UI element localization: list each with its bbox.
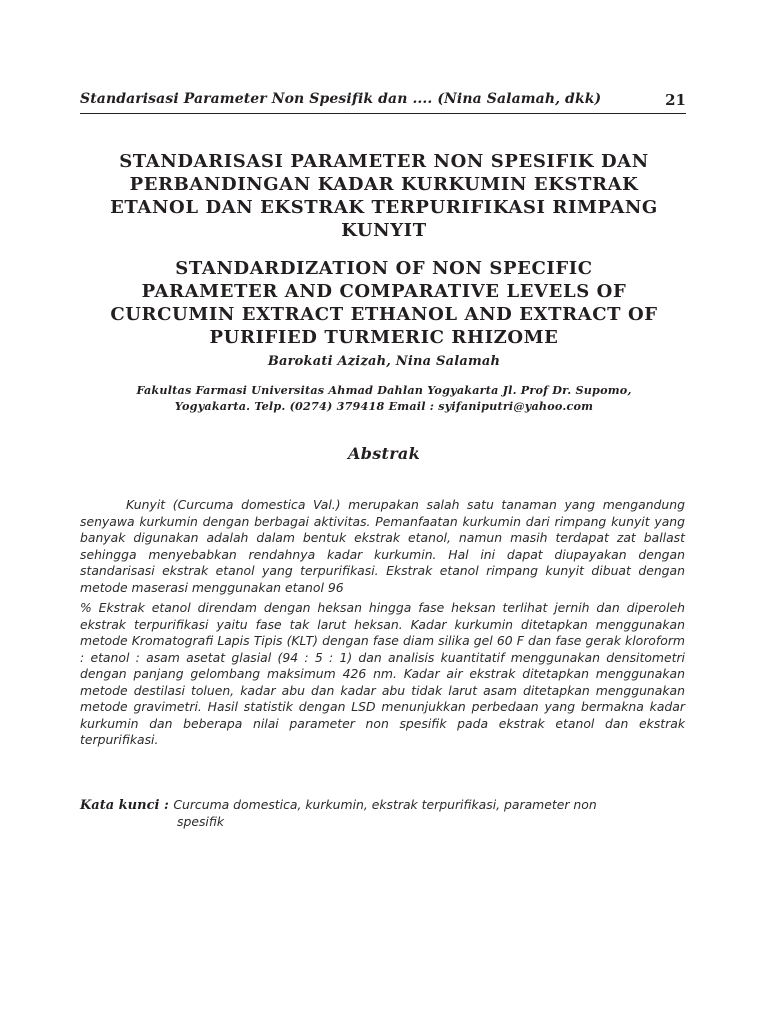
keywords-separator: : <box>159 798 174 813</box>
keywords-label: Kata kunci <box>80 798 160 813</box>
title-id-line: ETANOL DAN EKSTRAK TERPURIFIKASI RIMPANG <box>110 197 658 218</box>
running-header <box>80 91 686 111</box>
authors: Barokati Azizah, Nina Salamah <box>267 354 501 369</box>
abstract-paragraph: % Ekstrak etanol direndam dengan heksan hingga fase heksan terlihat jernih dan diperoleh ekstrak terpurifikasi yaitu fase tak larut heksan. Kadar kurkumin ditetapkan menggunakan metode Kromatografi Lapis Tipis (KLT) dengan fase diam silika gel 60 F dan fase gerak kloroform : etanol : asam asetat glasial (94 : 5 : 1) dan analisis kuantitatif menggunakan densitometri dengan panjang gelombang maksimum 426 nm. Kadar air ekstrak ditetapkan menggunakan metode destilasi toluen, kadar abu dan kadar abu tidak larut asam ditetapkan menggunakan metode gravimetri. Hasil statistik dengan LSD menunjukkan perbedaan yang bermakna kadar kurkumin dan beberapa nilai parameter non spesifik pada ekstrak etanol dan ekstrak terpurifikasi. <box>80 600 685 747</box>
affiliation-line: Fakultas Farmasi Universitas Ahmad Dahlan Yogyakarta Jl. Prof Dr. Supomo, <box>136 383 632 397</box>
page-number: 21 <box>665 91 686 109</box>
keywords-text-continued: spesifik <box>177 814 225 829</box>
title-en-line: CURCUMIN EXTRACT ETHANOL AND EXTRACT OF <box>110 304 658 325</box>
affiliation <box>80 382 688 414</box>
title-english <box>70 257 698 349</box>
keywords-text: Curcuma domestica, kurkumin, ekstrak terpurifikasi, parameter non <box>173 797 597 812</box>
running-title: Standarisasi Parameter Non Spesifik dan .... (Nina Salamah, dkk) <box>80 91 602 107</box>
abstract-heading: Abstrak <box>348 444 420 463</box>
title-en-line: PARAMETER AND COMPARATIVE LEVELS OF <box>141 281 627 302</box>
affiliation-line: Yogyakarta. Telp. (0274) 379418 Email : syifaniputri@yahoo.com <box>174 399 594 413</box>
keywords <box>80 797 685 830</box>
title-id-line: STANDARISASI PARAMETER NON SPESIFIK DAN <box>119 151 649 172</box>
abstract-paragraph: Kunyit (Curcuma domestica Val.) merupakan salah satu tanaman yang mengandung senyawa kurkumin dengan berbagai aktivitas. Pemanfaatan kurkumin dari rimpang kunyit yang banyak digunakan adalah dalam bentuk ekstrak etanol, namun masih terdapat zat ballast sehingga menyebabkan rendahnya kadar kurkumin. Hal ini dapat diupayakan dengan standarisasi ekstrak etanol yang terpurifikasi. Ekstrak etanol rimpang kunyit dibuat dengan metode maserasi menggunakan etanol 96 <box>80 497 685 595</box>
title-en-line: STANDARDIZATION OF NON SPECIFIC <box>175 258 593 279</box>
title-en-line: PURIFIED TURMERIC RHIZOME <box>209 327 559 348</box>
title-id-line: PERBANDINGAN KADAR KURKUMIN EKSTRAK <box>129 174 639 195</box>
title-id-line: KUNYIT <box>341 220 427 241</box>
header-rule <box>80 113 686 114</box>
title-indonesian <box>70 150 698 242</box>
